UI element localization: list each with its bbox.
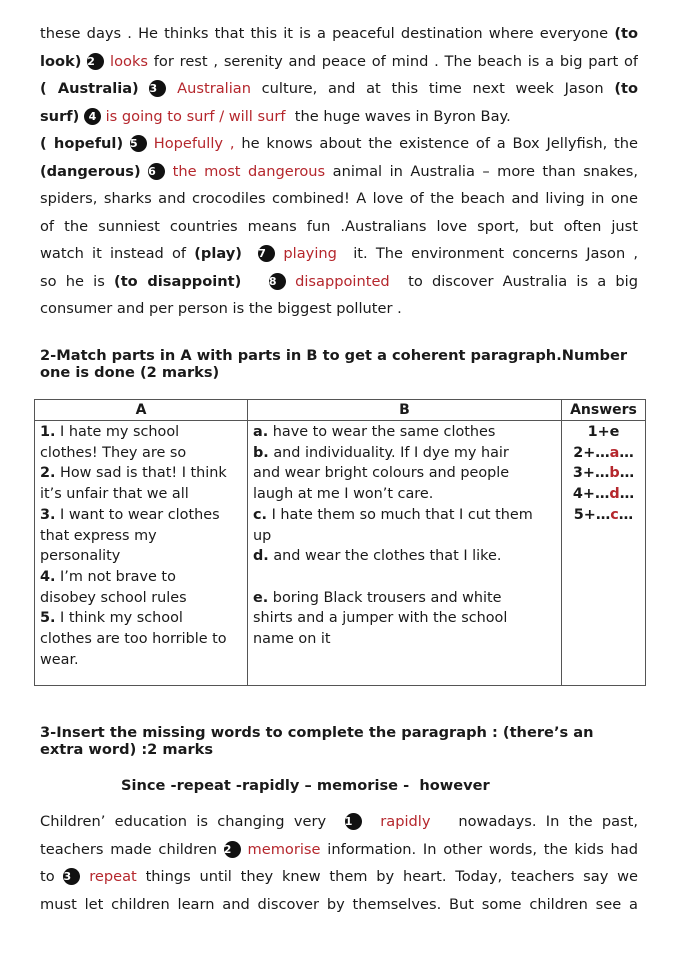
table-body-row [35,421,646,686]
answer-1: rapidly [380,813,431,830]
answer-2: memorise [247,840,321,858]
item-text: I hate my school [55,424,180,440]
number-badge-5: 5 [130,135,147,152]
item-number: 5. [40,610,56,627]
number-badge-6: 6 [148,163,165,180]
item-letter: d. [253,548,269,565]
answer-line [567,443,640,464]
item-text: I’m not brave to [55,568,176,585]
answer-pair: 2+… [573,444,610,461]
p3-line-1: Children’ education is changing very 1 rapidly nowadays. In the past, [40,813,638,830]
number-badge-2: 2 [224,841,241,858]
p1-line-3: ( Australia) 3 Australian culture, and at this time next week Jason (to [40,80,638,97]
column-b-line [253,505,556,526]
number-badge-7: 7 [258,245,275,262]
column-header-b: B [248,400,562,421]
cue-word: (to [614,25,638,42]
column-b-line [253,629,556,650]
answer-dots: … [619,444,634,461]
answer-pair: 3+… [572,465,610,482]
matching-table [34,399,646,686]
column-header-a: A [35,400,248,421]
column-a-line [40,629,242,650]
column-a-line [40,546,242,567]
answer-8: disappointed [295,272,390,290]
column-b-line [253,608,556,629]
column-b-line [253,546,556,567]
number-badge-3: 3 [149,80,166,97]
item-number: 1. [40,424,56,440]
p1-line-9: watch it instead of (play) 7 playing it. The environment concerns Jason , [40,245,638,262]
item-text: and wear the clothes that I like. [268,548,502,565]
paragraph-word-formation [40,20,638,323]
cue-word: ( Australia) [40,80,139,97]
item-text: and individuality. If I dye my hair [268,444,509,461]
column-a-line [40,608,242,629]
answer-2: looks [110,52,148,70]
column-a-line [40,505,242,526]
column-a-line [40,567,242,588]
answer-pair: 1+e [587,424,620,440]
item-text: have to wear the same clothes [268,424,496,440]
p1-line-4: surf) 4 is going to surf / will surf the huge waves in Byron Bay. [40,107,511,125]
column-b-line [253,567,556,588]
p1-line-7: spiders, sharks and crocodiles combined! A love of the beach and living in one [40,190,638,207]
item-text: wear. [40,651,79,668]
answer-3: repeat [89,868,137,885]
p1-line-2: look) 2 looks for rest , serenity and peace of mind . The beach is a big part of [40,52,638,70]
answer-pair: 5+… [573,506,611,523]
column-a-line [40,588,242,609]
paragraph-fill-in [40,808,638,918]
p3-line-4: must let children learn and discover by themselves. But some children see a [40,895,638,913]
p1-line-11: consumer and per person is the biggest polluter . [40,300,402,317]
column-a-line [40,526,242,547]
item-letter: c. [253,506,267,523]
item-text: boring Black trousers and white [268,589,502,606]
item-text: shirts and a jumper with the school [253,610,508,627]
item-text: name on it [253,631,331,648]
section-2-heading: 2-Match parts in A with parts in B to get a coherent paragraph.Number one is done (2 marks) [40,347,628,381]
answer-7: playing [283,245,337,262]
answer-pair: 4+… [572,486,610,503]
column-a-line [40,443,242,464]
item-text: it’s unfair that we all [40,486,189,503]
column-b-line [253,443,556,464]
p3-line-3: to 3 repeat things until they knew them by heart. Today, teachers say we [40,868,638,885]
column-header-answers: Answers [562,400,646,421]
answer-letter: c [610,506,619,523]
answer-line [567,422,640,443]
item-text: laugh at me I won’t care. [253,486,434,503]
item-letter: e. [253,589,269,606]
column-a-line [40,463,242,484]
item-text: clothes are too horrible to [40,631,227,648]
item-text: I hate them so much that I cut them [267,506,533,523]
column-b-line [253,463,556,484]
item-text: up [253,527,272,544]
answers-cell [562,421,646,686]
cue-word: (to [614,80,638,97]
item-text: personality [40,548,121,565]
column-b-line [253,484,556,505]
p1-line-8: of the sunniest countries means fun .Australians love sport, but often just [40,217,638,235]
answer-dots: … [619,486,635,503]
item-text: that express my [40,527,157,544]
answer-6: the most dangerous [172,162,326,180]
answer-5: Hopefully , [153,135,235,152]
item-number: 4. [40,568,56,585]
answer-letter: b [609,465,620,482]
item-text: disobey school rules [40,589,187,606]
number-badge-2: 2 [87,53,104,70]
item-text: and wear bright colours and people [253,465,510,482]
answer-3: Australian [177,80,251,97]
answer-line [567,484,640,505]
number-badge-4: 4 [84,108,101,125]
p3-line-2: teachers made children 2 memorise information. In other words, the kids had [40,840,638,858]
p1-line-5: ( hopeful) 5 Hopefully , he knows about the existence of a Box Jellyfish, the [40,135,638,152]
answer-letter: a [609,444,620,461]
item-text: I want to wear clothes [55,506,220,523]
cue-word: (dangerous) [40,162,141,180]
answer-dots: … [619,465,635,482]
item-number: 3. [40,506,56,523]
column-b-line [253,588,556,609]
section-3-heading: 3-Insert the missing words to complete the paragraph : (there’s an extra word) :2 marks [40,724,594,758]
column-b-line [253,526,556,547]
answer-line [567,463,640,484]
answer-line [567,505,640,526]
cue-word: (play) [194,245,242,262]
item-number: 2. [40,465,56,482]
column-b-line [253,422,556,443]
item-text: clothes! They are so [40,444,187,461]
answer-4: is going to surf / will surf [105,107,286,125]
number-badge-8: 8 [269,273,286,290]
column-a-line [40,484,242,505]
item-letter: a. [253,424,269,440]
item-text: How sad is that! I think [55,465,227,482]
number-badge-1: 1 [345,813,362,830]
p1-line-1: these days . He thinks that this it is a peaceful destination where everyone (to [40,25,638,42]
cue-word: ( hopeful) [40,135,124,152]
column-b-cell [248,421,562,686]
cue-word: surf) [40,107,80,125]
item-text: I think my school [55,610,183,627]
column-a-cell [35,421,248,686]
p1-line-6: (dangerous) 6 the most dangerous animal in Australia – more than snakes, [40,162,638,180]
cue-word: look) [40,52,82,70]
item-letter: b. [253,444,269,461]
answer-dots: … [618,506,634,523]
table-header-row [35,400,646,421]
number-badge-3: 3 [63,868,80,885]
word-bank: Since -repeat -rapidly – memorise - however [121,777,490,794]
answer-letter: d [609,486,620,503]
column-a-line [40,650,242,671]
p1-line-10: so he is (to disappoint) 8 disappointed to discover Australia is a big [40,272,638,290]
cue-word: (to disappoint) [114,272,242,290]
column-a-line [40,422,242,443]
